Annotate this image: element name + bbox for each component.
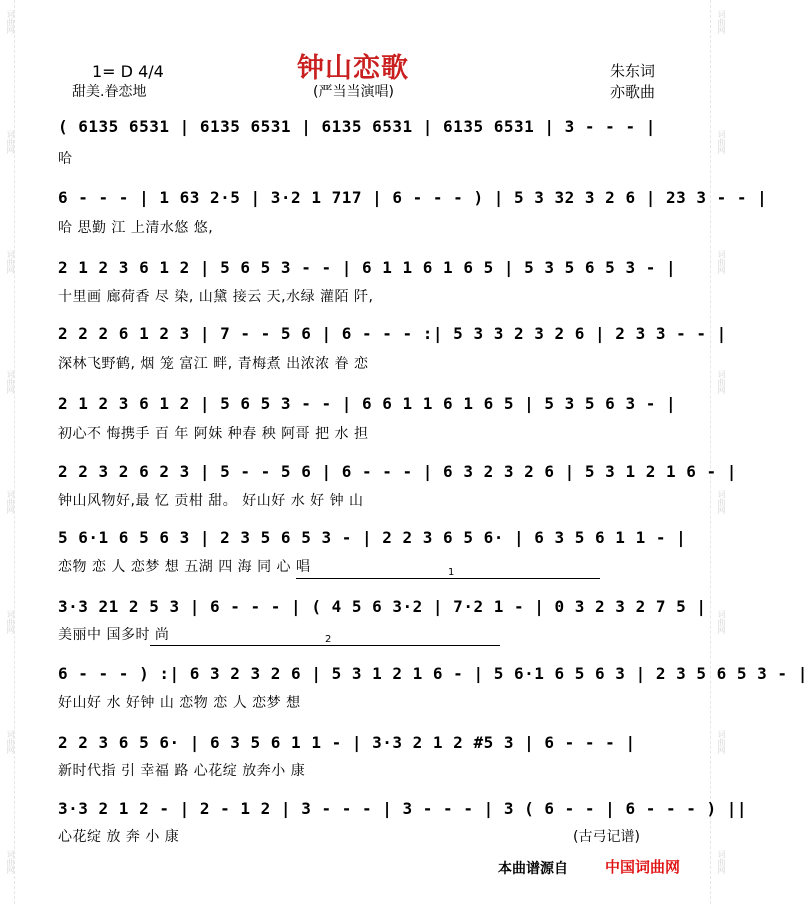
first-ending-number: 1 [448,567,455,578]
notation-line-2: 6 - - - | 1 63 2·5 | 3·2 1 717 | 6 - - - ) | 5 3 32 3 2 6 | 23 3 - - | [58,188,768,207]
second-ending-bracket [150,634,500,654]
left-watermark: 词曲网 [6,250,15,274]
left-watermark: 词曲网 [6,610,15,634]
song-title: 钟山恋歌 [297,53,409,84]
key-signature: 1= D 4/4 [92,62,164,81]
source-label: 本曲谱源自 [498,861,568,877]
right-watermark: 词曲网 [717,130,726,154]
right-watermark: 词曲网 [717,10,726,34]
notation-line-4: 2 2 2 6 1 2 3 | 7 - - 5 6 | 6 - - - :| 5 3 3 2 3 2 6 | 2 3 3 - - | [58,324,727,343]
left-watermark: 词曲网 [6,370,15,394]
notation-line-3: 2 1 2 3 6 1 2 | 5 6 5 3 - - | 6 1 1 6 1 6 5 | 5 3 5 6 5 3 - | [58,258,677,277]
right-watermark-strip [710,0,725,904]
left-watermark: 词曲网 [6,490,15,514]
notation-line-8: 3·3 21 2 5 3 | 6 - - - | ( 4 5 6 3·2 | 7·2 1 - | 0 3 2 3 2 7 5 | [58,597,707,616]
right-watermark: 词曲网 [717,490,726,514]
lyricist-credit: 朱东词 [610,62,656,80]
tempo-marking: 甜美.眷恋地 [72,84,147,100]
left-watermark: 词曲网 [6,130,15,154]
transcriber-credit: (古弓记谱) [573,829,640,845]
notation-line-9: 6 - - - ) :| 6 3 2 3 2 6 | 5 3 1 2 1 6 - | 5 6·1 6 5 6 3 | 2 3 5 6 5 3 - | [58,664,808,683]
performer-subtitle: (严当当演唱) [313,84,394,100]
lyric-line-4: 深林飞野鹤, 烟 笼 富江 畔, 青梅煮 出浓浓 眷 恋 [58,356,369,372]
notation-line-11: 3·3 2 1 2 - | 2 - 1 2 | 3 - - - | 3 - - - | 3 ( 6 - - | 6 - - - ) || [58,799,748,818]
left-watermark: 词曲网 [6,10,15,34]
lyric-line-10: 新时代指 引 幸福 路 心花绽 放奔小 康 [58,763,306,779]
first-ending-bracket [296,567,600,587]
lyric-line-9: 好山好 水 好钟 山 恋物 恋 人 恋梦 想 [58,695,301,711]
lyric-line-8: 美丽中 国多时 尚 [58,627,170,643]
notation-line-5: 2 1 2 3 6 1 2 | 5 6 5 3 - - | 6 6 1 1 6 1 6 5 | 5 3 5 6 3 - | [58,394,677,413]
lyric-line-5: 初心不 悔携手 百 年 阿妹 种春 秧 阿哥 把 水 担 [58,426,369,442]
notation-line-7: 5 6·1 6 5 6 3 | 2 3 5 6 5 3 - | 2 2 3 6 5 6· | 6 3 5 6 1 1 - | [58,528,687,547]
lyric-line-7: 恋物 恋 人 恋梦 想 五湖 四 海 同 心 唱 [58,559,311,575]
right-watermark: 词曲网 [717,730,726,754]
notation-line-10: 2 2 3 6 5 6· | 6 3 5 6 1 1 - | 3·3 2 1 2 #5 3 | 6 - - - | [58,733,636,752]
site-link[interactable]: 中国词曲网 [605,858,681,876]
right-watermark: 词曲网 [717,370,726,394]
left-watermark: 词曲网 [6,730,15,754]
right-watermark: 词曲网 [717,850,726,874]
second-ending-number: 2 [325,634,332,645]
right-watermark: 词曲网 [717,610,726,634]
notation-line-1: ( 6135 6531 | 6135 6531 | 6135 6531 | 6135 6531 | 3 - - - | [58,117,656,136]
left-watermark-strip [0,0,15,904]
lyric-line-3: 十里画 廊荷香 尽 染, 山黛 接云 天,水绿 灌陌 阡, [58,289,374,305]
lyric-line-2: 哈 思勤 江 上清水悠 悠, [58,220,214,236]
right-watermark: 词曲网 [717,250,726,274]
lyric-line-11: 心花绽 放 奔 小 康 [58,829,180,845]
composer-credit: 亦歌曲 [610,83,656,101]
lyric-line-6: 钟山风物好,最 忆 贡柑 甜。 好山好 水 好 钟 山 [58,493,364,509]
left-watermark: 词曲网 [6,850,15,874]
notation-line-6: 2 2 3 2 6 2 3 | 5 - - 5 6 | 6 - - - | 6 3 2 3 2 6 | 5 3 1 2 1 6 - | [58,462,737,481]
lyric-line-1: 哈 [58,151,73,167]
